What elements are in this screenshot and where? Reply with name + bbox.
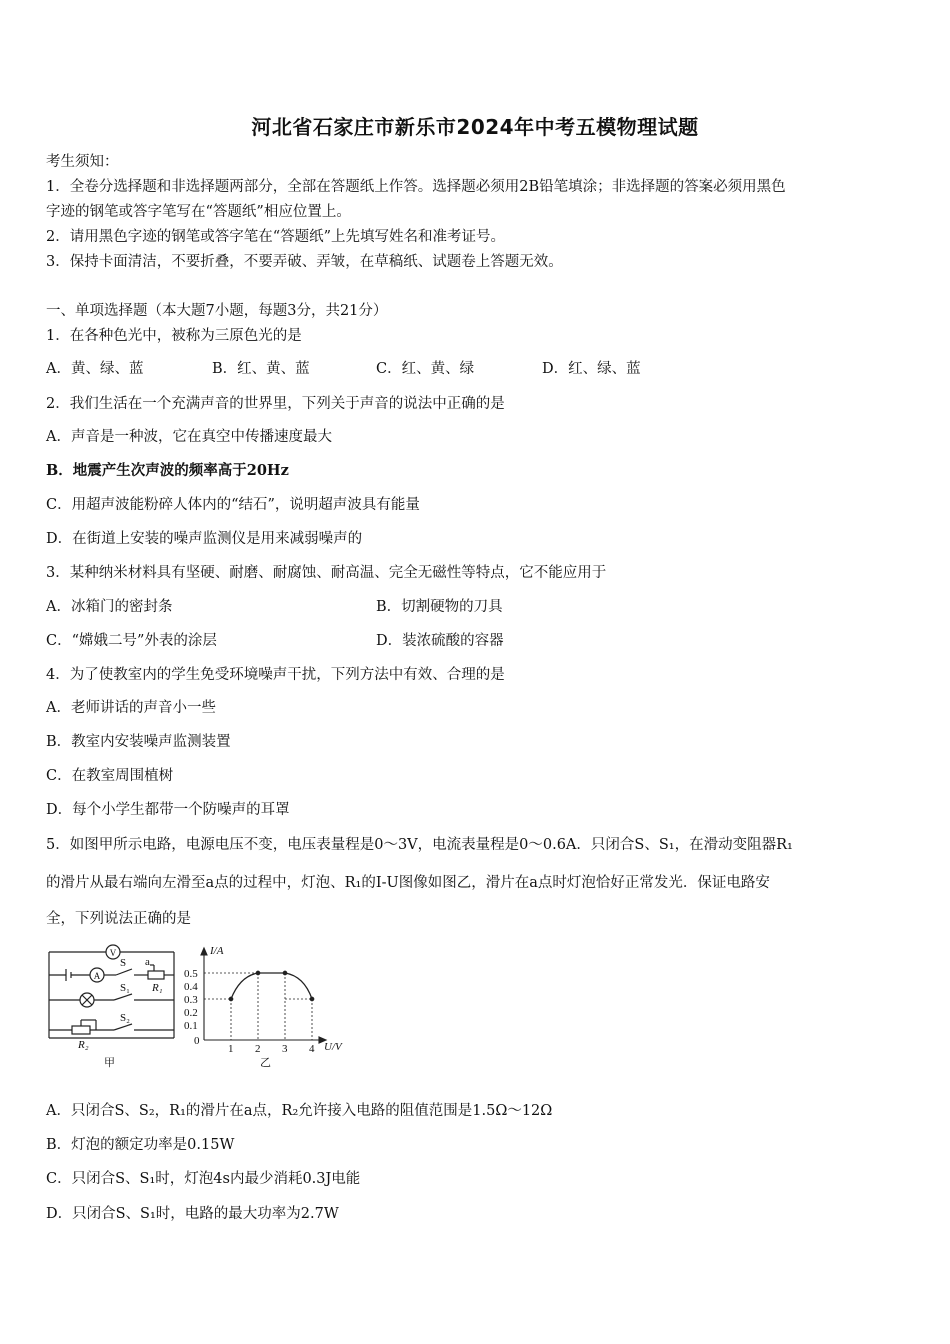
- r2-label: R₂: [78, 1039, 89, 1051]
- q3-option-b: B．切割硬物的刀具: [376, 599, 503, 615]
- notice-item-2: 2．请用黑色字迹的钢笔或答字笔在“答题纸”上先填写姓名和准考证号。: [46, 229, 506, 245]
- point-c: [283, 971, 287, 975]
- q5-option-d: D．只闭合S、S₁时，电路的最大功率为2.7W: [46, 1206, 339, 1222]
- q3-option-a: A．冰箱门的密封条: [46, 599, 173, 615]
- graph-caption: 乙: [260, 1057, 271, 1069]
- switch-s-label: S: [120, 957, 127, 969]
- q5-figure: [44, 940, 364, 1075]
- q5-option-b: B．灯泡的额定功率是0.15W: [46, 1137, 235, 1153]
- switch-s1-icon: [114, 994, 132, 1000]
- x-tick-0: 1: [228, 1043, 234, 1055]
- x-axis-label: U/V: [324, 1041, 342, 1053]
- graph-labels: [184, 945, 343, 1069]
- r1-resistor-icon: [148, 971, 164, 979]
- y-tick-0: 0.5: [184, 968, 198, 980]
- q5-option-a: A．只闭合S、S₂，R₁的滑片在a点，R₂允许接入电路的阻值范围是1.5Ω～12Ω: [46, 1103, 553, 1119]
- y-tick-1: 0.4: [184, 981, 198, 993]
- notice-item-3: 3．保持卡面清洁，不要折叠，不要弄破、弄皱，在草稿纸、试题卷上答题无效。: [46, 254, 563, 270]
- point-a: [229, 997, 233, 1001]
- page-title: 河北省石家庄市新乐市2024年中考五模物理试题: [251, 115, 699, 139]
- y-tick-2: 0.3: [184, 994, 198, 1006]
- q1-stem: 1．在各种色光中，被称为三原色光的是: [46, 328, 302, 344]
- q2-stem: 2．我们生活在一个充满声音的世界里，下列关于声音的说法中正确的是: [46, 396, 505, 412]
- q4-option-b: B．教室内安装噪声监测装置: [46, 734, 231, 750]
- slider-a-label: a: [145, 956, 150, 968]
- iu-curve: [231, 973, 312, 999]
- q1-option-a: A．黄、绿、蓝: [46, 361, 144, 377]
- switch-s2-label: S₂: [120, 1012, 130, 1024]
- q4-option-d: D．每个小学生都带一个防噪声的耳罩: [46, 802, 290, 818]
- point-d: [310, 997, 314, 1001]
- x-tick-1: 2: [255, 1043, 261, 1055]
- q2-option-d: D．在街道上安装的噪声监测仪是用来减弱噪声的: [46, 531, 363, 547]
- q4-option-a: A．老师讲话的声音小一些: [46, 700, 216, 716]
- r1-label: R₁: [152, 982, 163, 994]
- switch-s-icon: [116, 969, 132, 975]
- q5-stem-line-1: 5．如图甲所示电路，电源电压不变，电压表量程是0～3V，电流表量程是0～0.6A．只闭合S、S₁，在滑动变阻器R₁: [46, 837, 793, 853]
- circuit-labels: [77, 948, 163, 1069]
- q5-option-c: C．只闭合S、S₁时，灯泡4s内最少消耗0.3J电能: [46, 1171, 361, 1187]
- origin-label: 0: [194, 1035, 200, 1047]
- switch-s2-icon: [114, 1024, 132, 1030]
- q4-stem: 4．为了使教室内的学生免受环境噪声干扰，下列方法中有效、合理的是: [46, 667, 505, 683]
- y-axis-label: I/A: [210, 945, 224, 957]
- switch-s1-label: S₁: [120, 982, 130, 994]
- q3-option-c: C．“嫦娥二号”外表的涂层: [46, 633, 217, 649]
- circuit-caption: 甲: [104, 1057, 115, 1069]
- notice-item-1a: 1．全卷分选择题和非选择题两部分，全部在答题纸上作答。选择题必须用2B铅笔填涂；非选择题的答案必须用黑色: [46, 179, 786, 195]
- r2-resistor-icon: [72, 1026, 90, 1034]
- point-b: [256, 971, 260, 975]
- q3-option-d: D．装浓硫酸的容器: [376, 633, 504, 649]
- ammeter-label: A: [93, 971, 101, 981]
- q1-option-d: D．红、绿、蓝: [542, 361, 641, 377]
- y-tick-3: 0.2: [184, 1007, 198, 1019]
- q3-stem: 3．某种纳米材料具有坚硬、耐磨、耐腐蚀、耐高温、完全无磁性等特点，它不能应用于: [46, 565, 607, 581]
- voltmeter-label: V: [109, 948, 117, 958]
- q1-option-b: B．红、黄、蓝: [212, 361, 310, 377]
- notice-item-1b: 字迹的钢笔或答字笔写在“答题纸”相应位置上。: [46, 204, 351, 220]
- iu-graph: [201, 948, 326, 1043]
- q5-stem-line-2: 的滑片从最右端向左滑至a点的过程中，灯泡、R₁的I-U图像如图乙，滑片在a点时灯泡恰好正常发光．保证电路安: [46, 875, 770, 891]
- q2-option-a: A．声音是一种波，它在真空中传播速度最大: [46, 429, 332, 445]
- notice-heading: 考生须知：: [46, 154, 119, 170]
- x-tick-2: 3: [282, 1043, 288, 1055]
- q4-option-c: C．在教室周围植树: [46, 768, 174, 784]
- q1-option-c: C．红、黄、绿: [376, 361, 475, 377]
- y-tick-4: 0.1: [184, 1020, 198, 1032]
- x-tick-3: 4: [309, 1043, 315, 1055]
- q2-option-c: C．用超声波能粉碎人体内的“结石”，说明超声波具有能量: [46, 497, 420, 513]
- q5-stem-line-3: 全，下列说法正确的是: [46, 911, 191, 927]
- q2-option-b: B．地震产生次声波的频率高于20Hz: [46, 462, 289, 479]
- section-heading: 一、单项选择题（本大题7小题，每题3分，共21分）: [46, 303, 388, 319]
